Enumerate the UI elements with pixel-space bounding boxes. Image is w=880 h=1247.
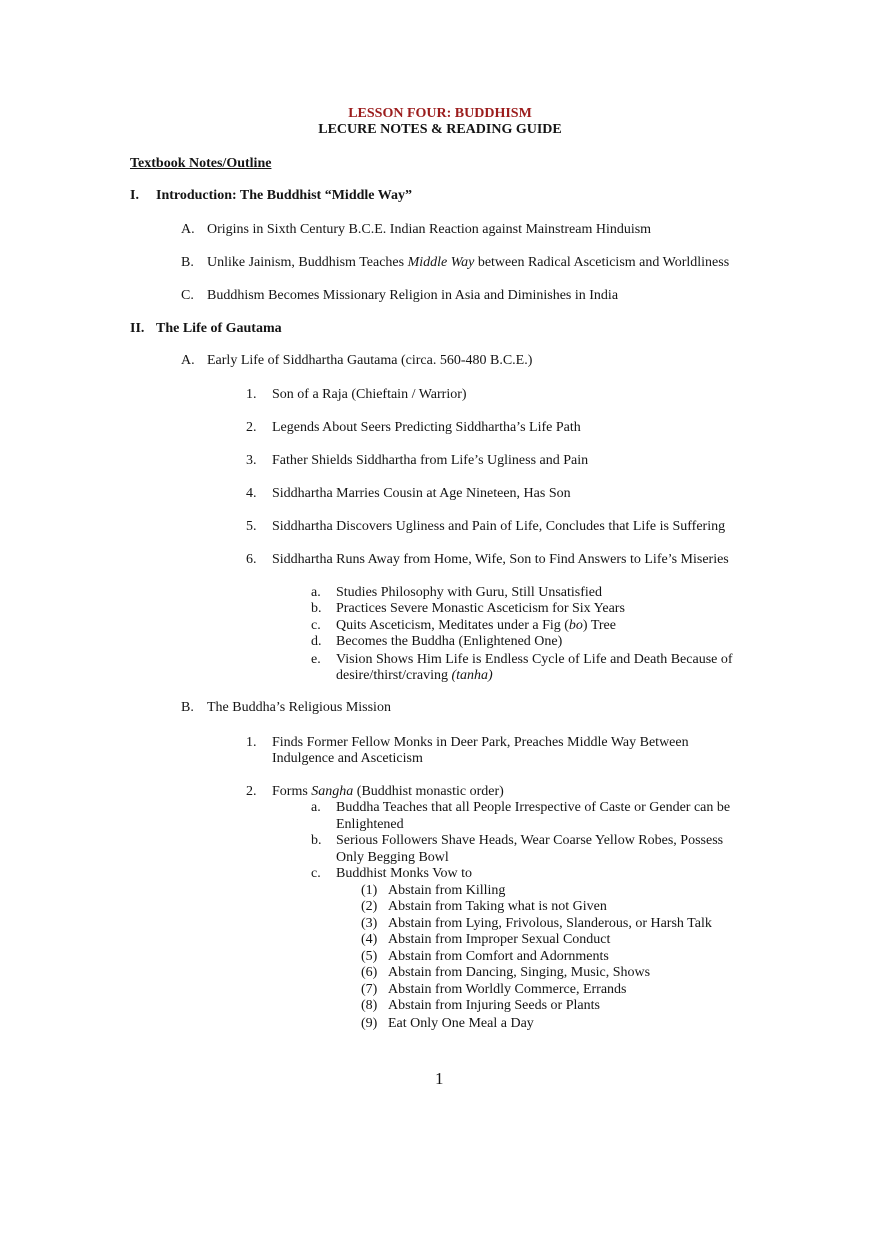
outline-item: Unlike Jainism, Buddhism Teaches Middle Way between Radical Asceticism and Worldliness [207, 255, 730, 270]
vow-marker: (7) [361, 982, 378, 997]
outline-marker: C. [181, 288, 194, 303]
outline-item-continued: desire/thirst/craving (tanha) [336, 668, 493, 683]
lesson-title: LESSON FOUR: BUDDHISM [348, 106, 532, 121]
outline-marker: a. [311, 585, 321, 600]
part-1-title: Introduction: The Buddhist “Middle Way” [156, 188, 412, 203]
outline-item: Buddhism Becomes Missionary Religion in Asia and Diminishes in India [207, 288, 619, 303]
section-heading: Textbook Notes/Outline [130, 156, 272, 171]
outline-marker: B. [181, 700, 194, 715]
outline-item-continued: Indulgence and Asceticism [272, 751, 423, 766]
vow-item: Abstain from Dancing, Singing, Music, Shows [388, 965, 651, 980]
outline-marker: 2. [246, 420, 257, 435]
vow-marker: (3) [361, 916, 378, 931]
lesson-subtitle: LECURE NOTES & READING GUIDE [318, 122, 562, 137]
outline-item: Vision Shows Him Life is Endless Cycle of Life and Death Because of [336, 652, 733, 667]
outline-marker: c. [311, 866, 321, 881]
outline-item: Forms Sangha (Buddhist monastic order) [272, 784, 504, 799]
outline-item: Buddhist Monks Vow to [336, 866, 473, 881]
outline-marker: 5. [246, 519, 257, 534]
vow-marker: (8) [361, 998, 378, 1013]
outline-item: Legends About Seers Predicting Siddhartha’s Life Path [272, 420, 581, 435]
vow-marker: (5) [361, 949, 378, 964]
outline-item: Serious Followers Shave Heads, Wear Coarse Yellow Robes, Possess [336, 833, 724, 848]
outline-item: Finds Former Fellow Monks in Deer Park, Preaches Middle Way Between [272, 735, 689, 750]
vow-marker: (6) [361, 965, 378, 980]
vow-item: Abstain from Worldly Commerce, Errands [388, 982, 627, 997]
outline-marker: 6. [246, 552, 257, 567]
outline-item: Early Life of Siddhartha Gautama (circa. 560-480 B.C.E.) [207, 353, 533, 368]
outline-marker: d. [311, 634, 322, 649]
outline-item: Becomes the Buddha (Enlightened One) [336, 634, 563, 649]
vow-item: Abstain from Taking what is not Given [388, 899, 607, 914]
vow-item: Abstain from Lying, Frivolous, Slanderous, or Harsh Talk [388, 916, 712, 931]
outline-marker: b. [311, 601, 322, 616]
outline-item: Siddhartha Runs Away from Home, Wife, Son to Find Answers to Life’s Miseries [272, 552, 729, 567]
vow-item: Abstain from Killing [388, 883, 506, 898]
outline-item: Siddhartha Discovers Ugliness and Pain of Life, Concludes that Life is Suffering [272, 519, 726, 534]
outline-marker: b. [311, 833, 322, 848]
outline-marker: B. [181, 255, 194, 270]
vow-item: Abstain from Injuring Seeds or Plants [388, 998, 600, 1013]
outline-marker: 1. [246, 387, 257, 402]
outline-item-continued: Only Begging Bowl [336, 850, 449, 865]
outline-marker: a. [311, 800, 321, 815]
outline-marker: e. [311, 652, 321, 667]
vow-item: Abstain from Improper Sexual Conduct [388, 932, 611, 947]
outline-item: Quits Asceticism, Meditates under a Fig (bo) Tree [336, 618, 616, 633]
outline-item: Studies Philosophy with Guru, Still Unsatisfied [336, 585, 603, 600]
outline-item-continued: Enlightened [336, 817, 404, 832]
outline-marker: c. [311, 618, 321, 633]
vow-marker: (1) [361, 883, 378, 898]
outline-item: Father Shields Siddhartha from Life’s Ugliness and Pain [272, 453, 589, 468]
part-2-title: The Life of Gautama [156, 321, 282, 336]
outline-marker: 3. [246, 453, 257, 468]
vow-marker: (9) [361, 1016, 378, 1031]
vow-item: Abstain from Comfort and Adornments [388, 949, 609, 964]
outline-item: Buddha Teaches that all People Irrespective of Caste or Gender can be [336, 800, 731, 815]
vow-item: Eat Only One Meal a Day [388, 1016, 534, 1031]
page-number: 1 [435, 1069, 444, 1088]
outline-marker: 2. [246, 784, 257, 799]
outline-item: Son of a Raja (Chieftain / Warrior) [272, 387, 467, 402]
outline-item: Origins in Sixth Century B.C.E. Indian Reaction against Mainstream Hinduism [207, 222, 652, 237]
outline-marker: 4. [246, 486, 257, 501]
part-1-numeral: I. [130, 188, 139, 203]
outline-marker: 1. [246, 735, 257, 750]
outline-marker: A. [181, 353, 195, 368]
outline-item: Practices Severe Monastic Asceticism for Six Years [336, 601, 625, 616]
outline-item: Siddhartha Marries Cousin at Age Nineteen, Has Son [272, 486, 571, 501]
part-2-numeral: II. [130, 321, 145, 336]
vow-marker: (2) [361, 899, 378, 914]
outline-marker: A. [181, 222, 195, 237]
vow-marker: (4) [361, 932, 378, 947]
outline-item: The Buddha’s Religious Mission [207, 700, 391, 715]
